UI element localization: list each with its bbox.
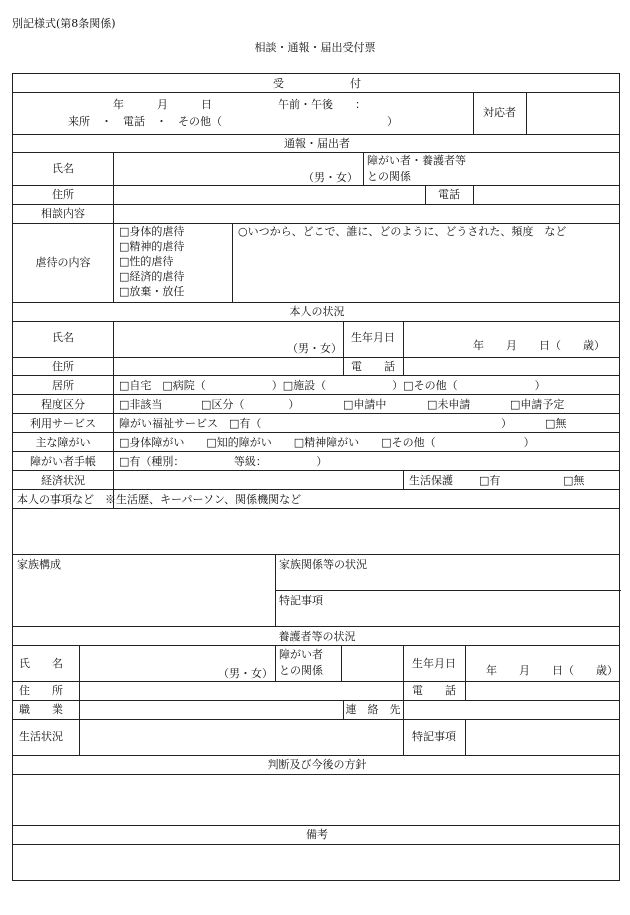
person-special-label: 特記事項 — [279, 594, 323, 607]
reception-date: 年 月 日 — [113, 98, 212, 111]
caregiver-dob-value[interactable]: 年 月 日（ 歳） — [486, 664, 618, 677]
caregiver-job-label: 職 業 — [19, 703, 63, 716]
handbook-value[interactable]: □有（種別： 等級： ） — [119, 455, 328, 468]
level-applying[interactable]: □申請中 — [343, 398, 387, 411]
abuse-economic[interactable]: □経済的虐待 — [119, 270, 185, 283]
page-title: 相談・通報・届出受付票 — [254, 41, 376, 54]
service-none[interactable]: □無 — [545, 417, 567, 430]
residence-options[interactable]: □自宅 □病院（ ）□施設（ ）□その他（ ） — [119, 379, 546, 392]
caregiver-phone-label: 電 話 — [412, 684, 456, 697]
remarks-field[interactable] — [13, 845, 621, 881]
service-yes[interactable]: 障がい福祉サービス □有（ — [119, 417, 262, 430]
caregiver-dob-label: 生年月日 — [412, 657, 456, 670]
form-reference: 別記様式(第8条関係) — [12, 17, 116, 30]
welfare-no[interactable]: □無 — [563, 474, 585, 487]
reception-method: 来所 ・ 電話 ・ その他（ ） — [68, 115, 398, 128]
service-label: 利用サービス — [30, 417, 96, 430]
consult-field[interactable] — [114, 205, 621, 223]
reporter-relation-label-1: 障がい者・養護者等 — [367, 154, 466, 167]
consult-label: 相談内容 — [41, 207, 85, 220]
person-dob-value[interactable]: 年 月 日（ 歳） — [473, 339, 605, 352]
person-phone-label: 電 話 — [351, 360, 395, 373]
reporter-gender: （男・女） — [303, 171, 358, 184]
family-label: 家族構成 — [17, 558, 61, 571]
disability-options[interactable]: □身体障がい □知的障がい □精神障がい □その他（ ） — [119, 436, 535, 449]
reporter-address-field[interactable] — [114, 186, 425, 204]
abuse-physical[interactable]: □身体的虐待 — [119, 225, 185, 238]
abuse-sexual[interactable]: □性的虐待 — [119, 255, 174, 268]
person-name-label: 氏名 — [52, 331, 74, 344]
economy-label: 経済状況 — [41, 474, 85, 487]
abuse-label: 虐待の内容 — [35, 256, 91, 269]
caregiver-name-label: 氏 名 — [19, 657, 63, 670]
handler-field[interactable] — [527, 93, 620, 134]
matters-field[interactable] — [13, 509, 621, 554]
service-close-paren: ） — [501, 417, 512, 430]
abuse-neglect[interactable]: □放棄・放任 — [119, 285, 185, 298]
reporter-name-label: 氏名 — [52, 162, 74, 175]
caregiver-special-label: 特記事項 — [412, 730, 456, 743]
family-relations-label: 家族関係等の状況 — [279, 558, 367, 571]
person-heading: 本人の状況 — [289, 305, 345, 318]
level-not-applied[interactable]: □未申請 — [427, 398, 471, 411]
level-label: 程度区分 — [41, 398, 85, 411]
matters-label: 本人の事項など ※生活歴、キーパーソン、関係機関など — [17, 493, 302, 506]
handler-label: 対応者 — [483, 106, 516, 119]
caregiver-relation-label-1: 障がい者 — [279, 648, 323, 661]
caregiver-gender: （男・女） — [218, 667, 273, 680]
reporter-relation-label-2: との関係 — [367, 170, 411, 183]
abuse-psychological[interactable]: □精神的虐待 — [119, 240, 185, 253]
remarks-heading: 備考 — [306, 828, 328, 841]
person-address-label: 住所 — [52, 360, 74, 373]
handbook-label: 障がい者手帳 — [30, 455, 96, 468]
welfare-label: 生活保護 — [409, 474, 453, 487]
reception-heading: 受 付 — [273, 77, 361, 90]
person-gender: （男・女） — [287, 342, 342, 355]
level-planned[interactable]: □申請予定 — [510, 398, 565, 411]
level-category[interactable]: □区分（ ） — [201, 398, 300, 411]
reporter-heading: 通報・届出者 — [284, 137, 350, 150]
reporter-address-label: 住所 — [52, 188, 74, 201]
level-not-applicable[interactable]: □非該当 — [119, 398, 163, 411]
reporter-phone-label: 電話 — [438, 188, 460, 201]
judgement-field[interactable] — [13, 775, 621, 825]
disability-label: 主な障がい — [35, 436, 91, 449]
caregiver-address-label: 住 所 — [19, 684, 63, 697]
reception-form — [12, 73, 620, 881]
welfare-yes[interactable]: □有 — [479, 474, 501, 487]
reception-time: 午前・午後 ： — [278, 98, 366, 111]
residence-label: 居所 — [52, 379, 74, 392]
judgement-heading: 判断及び今後の方針 — [267, 758, 367, 771]
abuse-note: ○いつから、どこで、誰に、どのように、どうされた、頻度 など — [238, 225, 567, 238]
caregiver-heading: 養護者等の状況 — [278, 630, 356, 643]
person-dob-label: 生年月日 — [351, 331, 395, 344]
caregiver-contact-label: 連 絡 先 — [345, 703, 401, 716]
caregiver-relation-label-2: との関係 — [279, 664, 323, 677]
caregiver-living-label: 生活状況 — [19, 730, 63, 743]
